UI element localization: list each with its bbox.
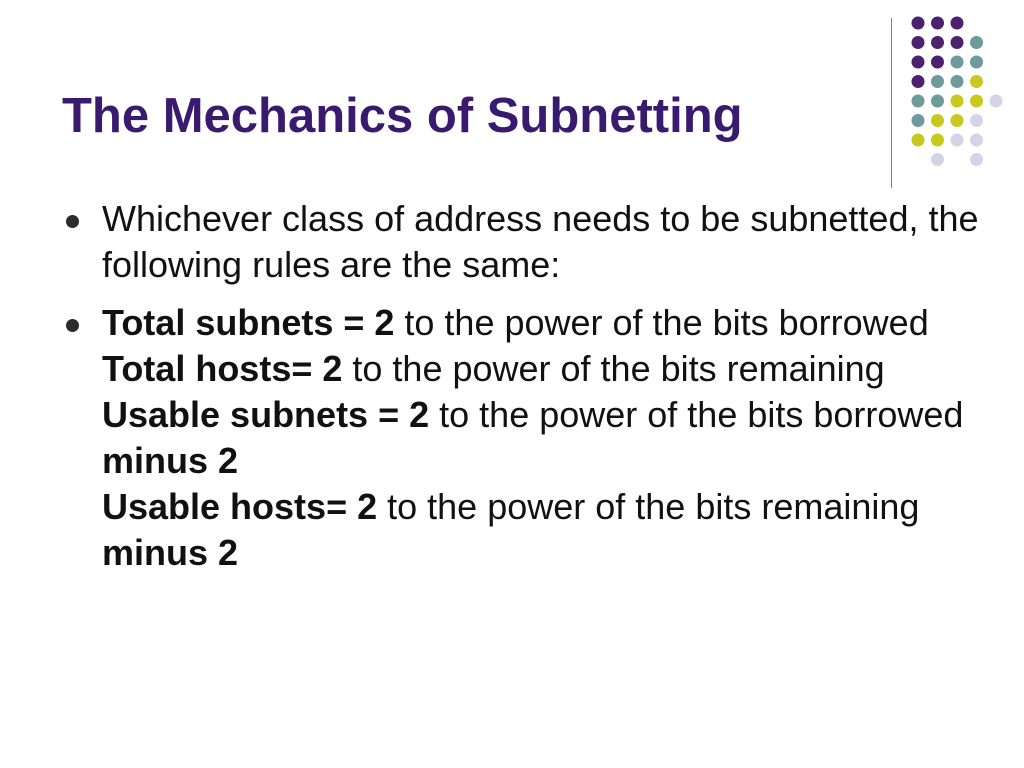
decor-dot	[912, 134, 925, 147]
bullet-list	[62, 196, 982, 588]
decor-dot	[970, 75, 983, 88]
decor-dot	[951, 17, 964, 30]
decor-dot	[951, 56, 964, 69]
bullet-dot-icon	[66, 319, 79, 332]
decor-dot	[970, 153, 983, 166]
rule-description: to the power of the bits remaining	[342, 348, 885, 389]
decor-dot	[912, 95, 925, 108]
rule-formula: Usable subnets = 2	[102, 394, 430, 435]
rule-description: to the power of the bits borrowed	[394, 302, 929, 343]
decor-dot	[912, 36, 925, 49]
rule-suffix: minus 2	[102, 440, 239, 481]
decor-dot	[912, 17, 925, 30]
decor-dot	[970, 134, 983, 147]
decor-dot	[970, 56, 983, 69]
rule-formula: Usable hosts= 2	[102, 486, 378, 527]
rule-total-hosts	[102, 346, 982, 392]
bullet-text-intro: Whichever class of address needs to be subnetted, the following rules are the same:	[102, 198, 979, 285]
rule-formula: Total subnets = 2	[102, 302, 395, 343]
decor-dot	[912, 75, 925, 88]
decor-dot	[970, 95, 983, 108]
rule-usable-subnets	[102, 392, 982, 484]
rule-description: to the power of the bits borrowed	[429, 394, 964, 435]
decor-dot	[951, 95, 964, 108]
bullet-item-rules	[62, 300, 982, 576]
decor-dot	[931, 95, 944, 108]
decor-dot	[931, 153, 944, 166]
rule-usable-hosts	[102, 484, 982, 576]
rule-total-subnets	[102, 300, 982, 346]
slide-title: The Mechanics of Subnetting	[62, 89, 743, 143]
decor-dot	[931, 75, 944, 88]
decor-dot	[951, 114, 964, 127]
rule-description: to the power of the bits remaining	[377, 486, 920, 527]
decor-dot	[951, 36, 964, 49]
decor-dot	[912, 114, 925, 127]
rule-formula: Total hosts= 2	[102, 348, 343, 389]
title-divider	[891, 18, 892, 188]
bullet-dot-icon	[66, 215, 79, 228]
decor-dot	[931, 36, 944, 49]
decor-dot	[931, 114, 944, 127]
decor-dot	[931, 17, 944, 30]
decor-dot	[990, 95, 1003, 108]
bullet-item-intro	[62, 196, 982, 288]
decor-dot	[970, 114, 983, 127]
decor-dot	[931, 134, 944, 147]
bullet-text-rules	[102, 300, 982, 576]
decor-dot	[970, 36, 983, 49]
decor-dot	[951, 134, 964, 147]
decor-dot	[951, 75, 964, 88]
decor-dot	[931, 56, 944, 69]
rule-suffix: minus 2	[102, 532, 239, 573]
decor-dot	[912, 56, 925, 69]
